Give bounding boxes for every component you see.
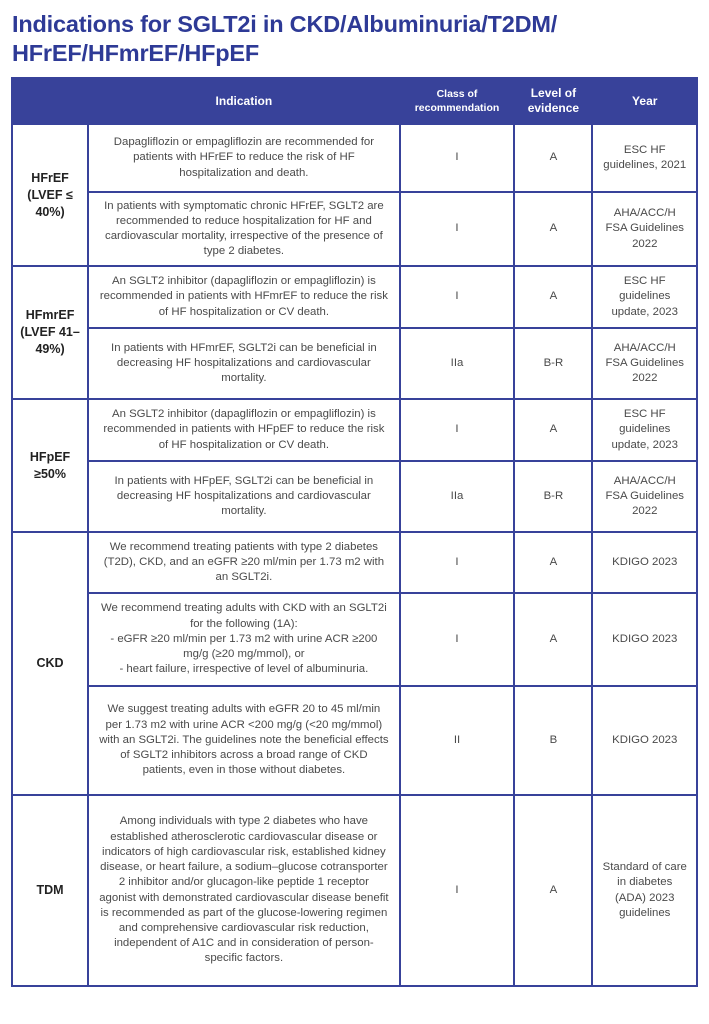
level-cell: A bbox=[514, 124, 592, 192]
class-cell: I bbox=[400, 532, 515, 593]
year-cell: ESC HF guidelines, 2021 bbox=[592, 124, 697, 192]
indication-cell: In patients with HFmrEF, SGLT2i can be beneficial in decreasing HF hospitalizations and cardiovascular mortality. bbox=[88, 328, 400, 399]
level-cell: B-R bbox=[514, 461, 592, 532]
class-cell: I bbox=[400, 192, 515, 266]
year-cell: AHA/ACC/H FSA Guidelines 2022 bbox=[592, 192, 697, 266]
indication-cell: In patients with symptomatic chronic HFrEF, SGLT2 are recommended to reduce hospitalization for HF and cardiovascular mortality, irrespective of the presence of type 2 diabetes. bbox=[88, 192, 400, 266]
group-label: CKD bbox=[12, 532, 88, 795]
year-cell: AHA/ACC/H FSA Guidelines 2022 bbox=[592, 328, 697, 399]
indication-cell: In patients with HFpEF, SGLT2i can be beneficial in decreasing HF hospitalizations and cardiovascular mortality. bbox=[88, 461, 400, 532]
table-row bbox=[12, 266, 697, 328]
header-indication-label: Indication bbox=[215, 93, 273, 108]
group-label: TDM bbox=[12, 795, 88, 986]
table-row bbox=[12, 192, 697, 266]
header-year bbox=[592, 78, 697, 124]
year-cell: ESC HF guidelines update, 2023 bbox=[592, 266, 697, 328]
indication-cell: An SGLT2 inhibitor (dapagliflozin or empagliflozin) is recommended in patients with HFpEF to reduce the risk of HF hospitalization or CV death. bbox=[88, 399, 400, 461]
table-row bbox=[12, 328, 697, 399]
level-cell: A bbox=[514, 532, 592, 593]
class-cell: I bbox=[400, 399, 515, 461]
indication-cell: Dapagliflozin or empagliflozin are recommended for patients with HFrEF to reduce the risk of HF hospitalization and death. bbox=[88, 124, 400, 192]
group-label: HFmrEF (LVEF 41–49%) bbox=[12, 266, 88, 399]
class-cell: I bbox=[400, 124, 515, 192]
level-cell: A bbox=[514, 399, 592, 461]
header-year-label: Year bbox=[632, 93, 658, 108]
class-cell: I bbox=[400, 795, 515, 986]
indication-cell: An SGLT2 inhibitor (dapagliflozin or empagliflozin) is recommended in patients with HFmrEF to reduce the risk of HF hospitalization or CV death. bbox=[88, 266, 400, 328]
header-indication bbox=[88, 78, 400, 124]
group-label: HFrEF (LVEF ≤ 40%) bbox=[12, 124, 88, 266]
table-row bbox=[12, 124, 697, 192]
class-cell: I bbox=[400, 266, 515, 328]
header-group bbox=[12, 78, 88, 124]
level-cell: B bbox=[514, 686, 592, 795]
year-cell: KDIGO 2023 bbox=[592, 593, 697, 686]
indications-table bbox=[11, 77, 698, 987]
level-cell: A bbox=[514, 593, 592, 686]
level-cell: A bbox=[514, 266, 592, 328]
group-label: HFpEF ≥50% bbox=[12, 399, 88, 532]
level-cell: A bbox=[514, 192, 592, 266]
table-row bbox=[12, 795, 697, 986]
indication-cell: Among individuals with type 2 diabetes who have established atherosclerotic cardiovascular disease or indicators of high cardiovascular risk, established kidney disease, or heart failure, a sodium–glucose cotransporter 2 inhibitor and/or glucagon-like peptide 1 receptor agonist with demonstrated cardiovascular disease benefit is recommended as part of the glucose-lowering regimen and comprehensive cardiovascular risk reduction, independent of A1C and in consideration of person-specific factors. bbox=[88, 795, 400, 986]
class-cell: II bbox=[400, 686, 515, 795]
year-cell: AHA/ACC/H FSA Guidelines 2022 bbox=[592, 461, 697, 532]
class-cell: I bbox=[400, 593, 515, 686]
level-cell: A bbox=[514, 795, 592, 986]
year-cell: KDIGO 2023 bbox=[592, 686, 697, 795]
page-title: Indications for SGLT2i in CKD/Albuminuria/T2DM/ HFrEF/HFmrEF/HFpEF bbox=[12, 11, 558, 66]
table-header-row bbox=[12, 78, 697, 124]
table-row bbox=[12, 399, 697, 461]
year-cell: KDIGO 2023 bbox=[592, 532, 697, 593]
class-cell: IIa bbox=[400, 461, 515, 532]
indication-cell: We suggest treating adults with eGFR 20 to 45 ml/min per 1.73 m2 with urine ACR <200 mg/g (<20 mg/mmol) with an SGLT2i. The guidelines note the beneficial effects of SGLT2 inhibitors across a broad range of CKD patients, even in those without diabetes. bbox=[88, 686, 400, 795]
table-row bbox=[12, 686, 697, 795]
header-class-label: Class of recommendation bbox=[414, 88, 500, 114]
table-row bbox=[12, 593, 697, 686]
level-cell: B-R bbox=[514, 328, 592, 399]
class-cell: IIa bbox=[400, 328, 515, 399]
table-row bbox=[12, 532, 697, 593]
table-row bbox=[12, 461, 697, 532]
header-level bbox=[514, 78, 592, 124]
year-cell: Standard of care in diabetes (ADA) 2023 guidelines bbox=[592, 795, 697, 986]
indication-cell: We recommend treating adults with CKD with an SGLT2i for the following (1A): - eGFR ≥20 ml/min per 1.73 m2 with urine ACR ≥200 mg/g (≥20 mg/mmol), or - heart failure, irrespective of level of albuminuria. bbox=[88, 593, 400, 686]
header-class bbox=[400, 78, 515, 124]
indication-cell: We recommend treating patients with type 2 diabetes (T2D), CKD, and an eGFR ≥20 ml/min per 1.73 m2 with an SGLT2i. bbox=[88, 532, 400, 593]
header-level-label: Level of evidence bbox=[527, 86, 580, 115]
year-cell: ESC HF guidelines update, 2023 bbox=[592, 399, 697, 461]
